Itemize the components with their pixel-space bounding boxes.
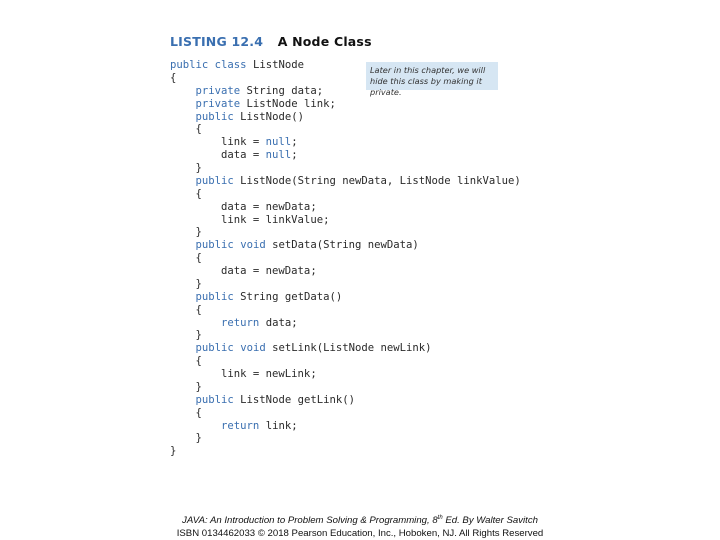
code-line: data = newData; [170,265,317,277]
code-line: public ListNode(String newData, ListNode linkValue) [195,174,521,187]
code-line: public String getData() [195,290,343,303]
code-line: { [170,123,202,136]
code-listing [170,59,521,458]
code-line: } [170,162,202,174]
footer-edition-number: 8 [432,515,438,527]
code-line: { [170,71,177,84]
code-line: { [170,252,202,265]
code-line: public void setData(String newData) [195,239,419,252]
code-line: link = null; [170,136,298,149]
listing-number: LISTING 12.4 [170,34,264,49]
code-line: public void setLink(ListNode newLink) [195,342,432,355]
listing-header [170,34,372,49]
footer-copyright: ISBN 0134462033 © 2018 Pearson Education, Inc., Hoboken, NJ. All Rights Reserved [176,527,544,539]
code-line: private ListNode link; [195,97,336,110]
code-line: } [170,329,202,342]
code-line: { [170,303,202,316]
code-line: } [170,380,202,393]
code-line: { [170,406,202,419]
code-line: { [170,187,202,200]
listing-title: A Node Class [277,34,372,49]
footer-book-title: JAVA: An Introduction to Problem Solving & Programming, [182,515,433,527]
code-line: } [170,432,202,445]
code-line: } [170,277,202,290]
footer [0,512,720,540]
footer-edition-rest: Ed. By Walter Savitch [442,515,538,527]
code-line: public class ListNode [170,59,304,71]
code-line: } [170,226,202,239]
side-note: Later in this chapter, we will hide this class by making it private. [366,62,498,90]
code-line: link = newLink; [170,368,317,380]
code-line: return data; [221,316,298,329]
code-line: link = linkValue; [170,213,330,226]
code-line: private String data; [195,84,324,97]
footer-edition-sup: th [437,515,443,521]
code-line: public ListNode getLink() [195,393,355,406]
code-line: public ListNode() [195,110,304,123]
footer-book-credit [0,512,720,528]
code-line: data = newData; [170,200,317,213]
code-line: { [170,355,202,368]
code-line: data = null; [170,149,298,162]
code-line: return link; [221,419,298,432]
code-line: } [170,445,177,458]
